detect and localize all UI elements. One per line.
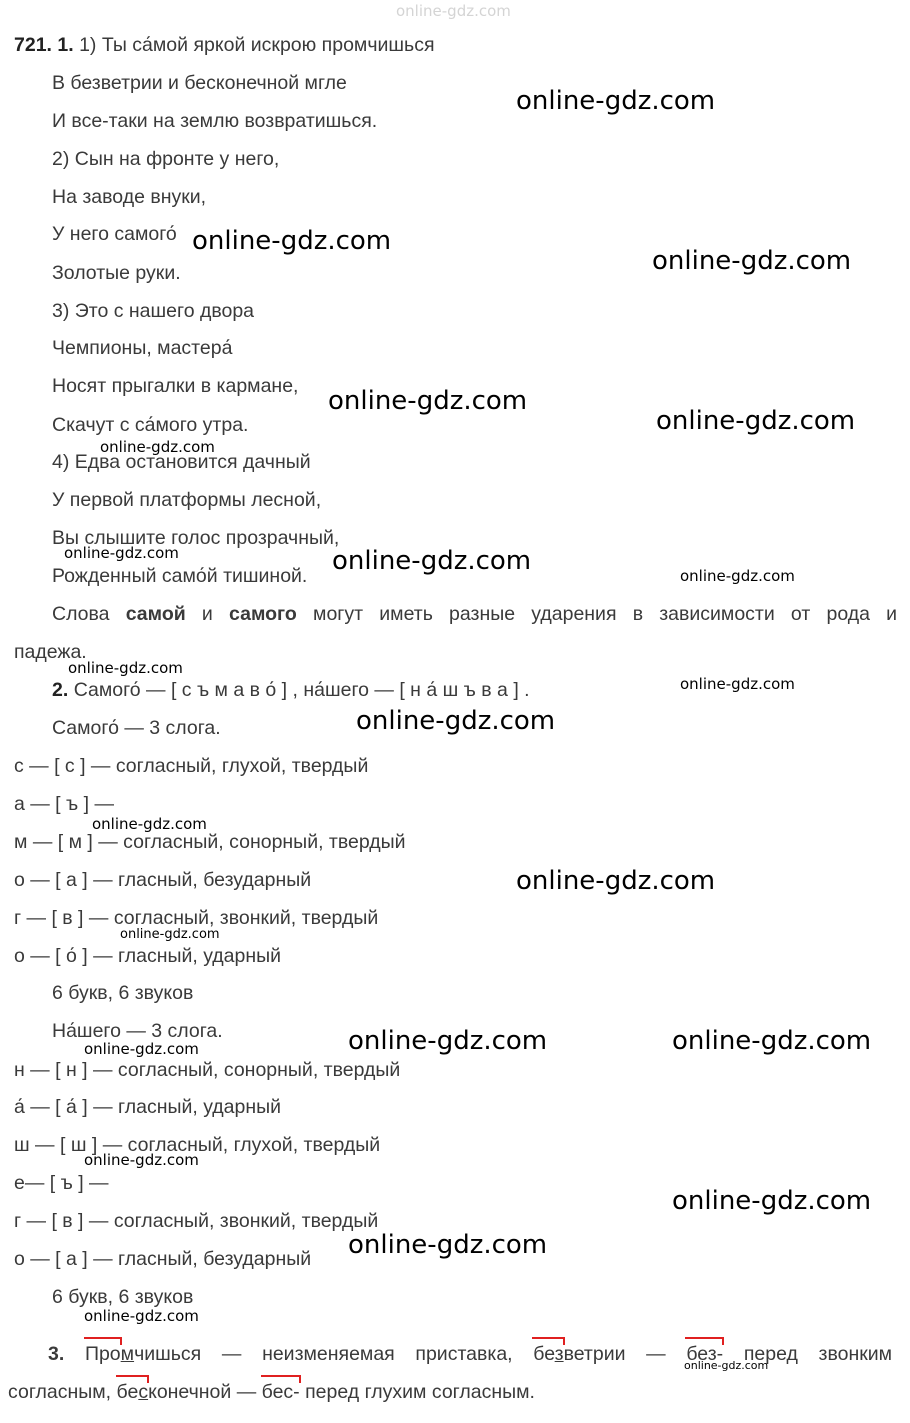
word1-sound-1: с — [ с ] — согласный, глухой, твердый xyxy=(14,755,369,777)
prefix-text: бе xyxy=(116,1381,139,1403)
poem-line-10: Носят прыгалки в кармане, xyxy=(52,375,299,397)
note-word-2: самого xyxy=(229,603,297,625)
part3-text: согласным, xyxy=(8,1381,112,1403)
note-word-1: самой xyxy=(125,603,186,625)
prefix-text: бе xyxy=(533,1343,555,1365)
watermark-text: online-gdz.com xyxy=(100,438,215,456)
underlined-letter: з xyxy=(554,1343,564,1365)
prefix-bez: без- xyxy=(686,1343,724,1365)
poem-line-4: 2) Сын на фронте у него, xyxy=(52,148,280,170)
exercise-number: 721. xyxy=(14,34,52,56)
watermark-text: online-gdz.com xyxy=(516,86,716,116)
poem-line-8: 3) Это с нашего двора xyxy=(52,300,255,322)
watermark-text: online-gdz.com xyxy=(672,1186,872,1216)
watermark-text: online-gdz.com xyxy=(672,1026,872,1056)
part2-transcription xyxy=(52,678,530,702)
poem-line-12: 4) Едва остановится дачный xyxy=(52,451,311,473)
word1-sound-5: г — [ в ] — согласный, звонкий, твердый xyxy=(14,907,379,929)
poem-line-3: И все-таки на землю возвратишься. xyxy=(52,110,378,132)
watermark-text: online-gdz.com xyxy=(348,1230,548,1260)
word-rest: чишься xyxy=(134,1343,202,1365)
watermark-text: online-gdz.com xyxy=(680,675,795,693)
part3-text: — xyxy=(236,1381,257,1403)
watermark-text: online-gdz.com xyxy=(680,567,795,585)
poem-line-7: Золотые руки. xyxy=(52,262,181,284)
part3-text: перед звонким xyxy=(743,1343,893,1365)
word1-sound-6: о — [ о́ ] — гласный, ударный xyxy=(14,945,282,967)
word2-total: 6 букв, 6 звуков xyxy=(52,1286,194,1308)
prefix-mark xyxy=(117,1380,149,1404)
word2-header: На́шего — 3 слога. xyxy=(52,1020,223,1042)
watermark-text: online-gdz.com xyxy=(356,706,556,736)
part2-text: Самого́ — [ с ъ м а в о́ ] , на́шего — [ н а́ ш ъ в а ] . xyxy=(73,679,530,701)
watermark-text: online-gdz.com xyxy=(684,1359,769,1372)
word1-header: Самого́ — 3 слога. xyxy=(52,717,221,739)
word2-sound-2: а́ — [ а́ ] — гласный, ударный xyxy=(14,1096,282,1118)
poem-line-13: У первой платформы лесной, xyxy=(52,489,322,511)
word2-sound-5: г — [ в ] — согласный, звонкий, твердый xyxy=(14,1210,379,1232)
word-beskonechnoy xyxy=(117,1381,232,1403)
watermark-text: online-gdz.com xyxy=(84,1151,199,1169)
poem-line-6: У него самого́ xyxy=(52,223,177,245)
prefix-bes: бес- xyxy=(261,1381,300,1403)
poem-line-14: Вы слышите голос прозрачный, xyxy=(52,527,340,549)
prefix-mark: Про xyxy=(84,1343,121,1365)
underlined-letter: м xyxy=(120,1343,135,1365)
note-line-1 xyxy=(52,602,897,626)
word-bezvetrii xyxy=(533,1343,625,1365)
watermark-text: online-gdz.com xyxy=(656,406,856,436)
word-rest: ветрии xyxy=(563,1343,626,1365)
watermark-text: online-gdz.com xyxy=(64,544,179,562)
part3-number: 3. xyxy=(48,1343,65,1365)
watermark-text: online-gdz.com xyxy=(328,386,528,416)
word1-sound-4: о — [ а ] — гласный, безударный xyxy=(14,869,312,891)
note-line-2: падежа. xyxy=(14,641,87,663)
note-text: могут иметь разные ударения в зависимости от рода и xyxy=(313,603,898,625)
part3-line-2 xyxy=(8,1380,535,1404)
watermark-text: online-gdz.com xyxy=(192,226,392,256)
part3-text: — xyxy=(646,1343,666,1365)
watermark-text: online-gdz.com xyxy=(92,815,207,833)
word-rest: конечной xyxy=(148,1381,232,1403)
part2-number: 2. xyxy=(52,679,69,701)
part3-text: — неизменяемая приставка, xyxy=(221,1343,513,1365)
word2-sound-3: ш — [ ш ] — согласный, глухой, твердый xyxy=(14,1134,381,1156)
watermark-text: online-gdz.com xyxy=(516,866,716,896)
site-header-watermark: online-gdz.com xyxy=(396,2,511,20)
poem-line-1 xyxy=(14,33,435,57)
word1-total: 6 букв, 6 звуков xyxy=(52,982,194,1004)
word2-sound-6: о — [ а ] — гласный, безударный xyxy=(14,1248,312,1270)
prefix-mark xyxy=(533,1342,563,1366)
watermark-text: online-gdz.com xyxy=(120,927,220,942)
watermark-text: online-gdz.com xyxy=(332,546,532,576)
poem-line-9: Чемпионы, мастера́ xyxy=(52,337,233,359)
watermark-text: online-gdz.com xyxy=(84,1040,199,1058)
watermark-text: online-gdz.com xyxy=(84,1307,199,1325)
note-text: Слова xyxy=(52,603,110,625)
part1-number: 1. xyxy=(57,34,74,56)
poem-line-15: Рожденный само́й тишиной. xyxy=(52,565,308,587)
word2-sound-1: н — [ н ] — согласный, сонорный, твердый xyxy=(14,1059,401,1081)
part3-text: перед глухим согласным. xyxy=(305,1381,535,1403)
word1-sound-3: м — [ м ] — согласный, сонорный, твердый xyxy=(14,831,406,853)
watermark-text: online-gdz.com xyxy=(68,659,183,677)
poem-line-5: На заводе внуки, xyxy=(52,186,207,208)
word1-sound-2: а — [ ъ ] — xyxy=(14,793,114,815)
watermark-text: online-gdz.com xyxy=(348,1026,548,1056)
poem-line-11: Скачут с са́мого утра. xyxy=(52,414,249,436)
word-promchishsya xyxy=(85,1343,201,1365)
watermark-text: online-gdz.com xyxy=(652,246,852,276)
note-text: и xyxy=(201,603,213,625)
word2-sound-4: е— [ ъ ] — xyxy=(14,1172,109,1194)
poem-line-2: В безветрии и бесконечной мгле xyxy=(52,72,347,94)
underlined-letter: с xyxy=(138,1381,149,1403)
poem-text: 1) Ты са́мой яркой искрою промчишься xyxy=(79,34,435,56)
